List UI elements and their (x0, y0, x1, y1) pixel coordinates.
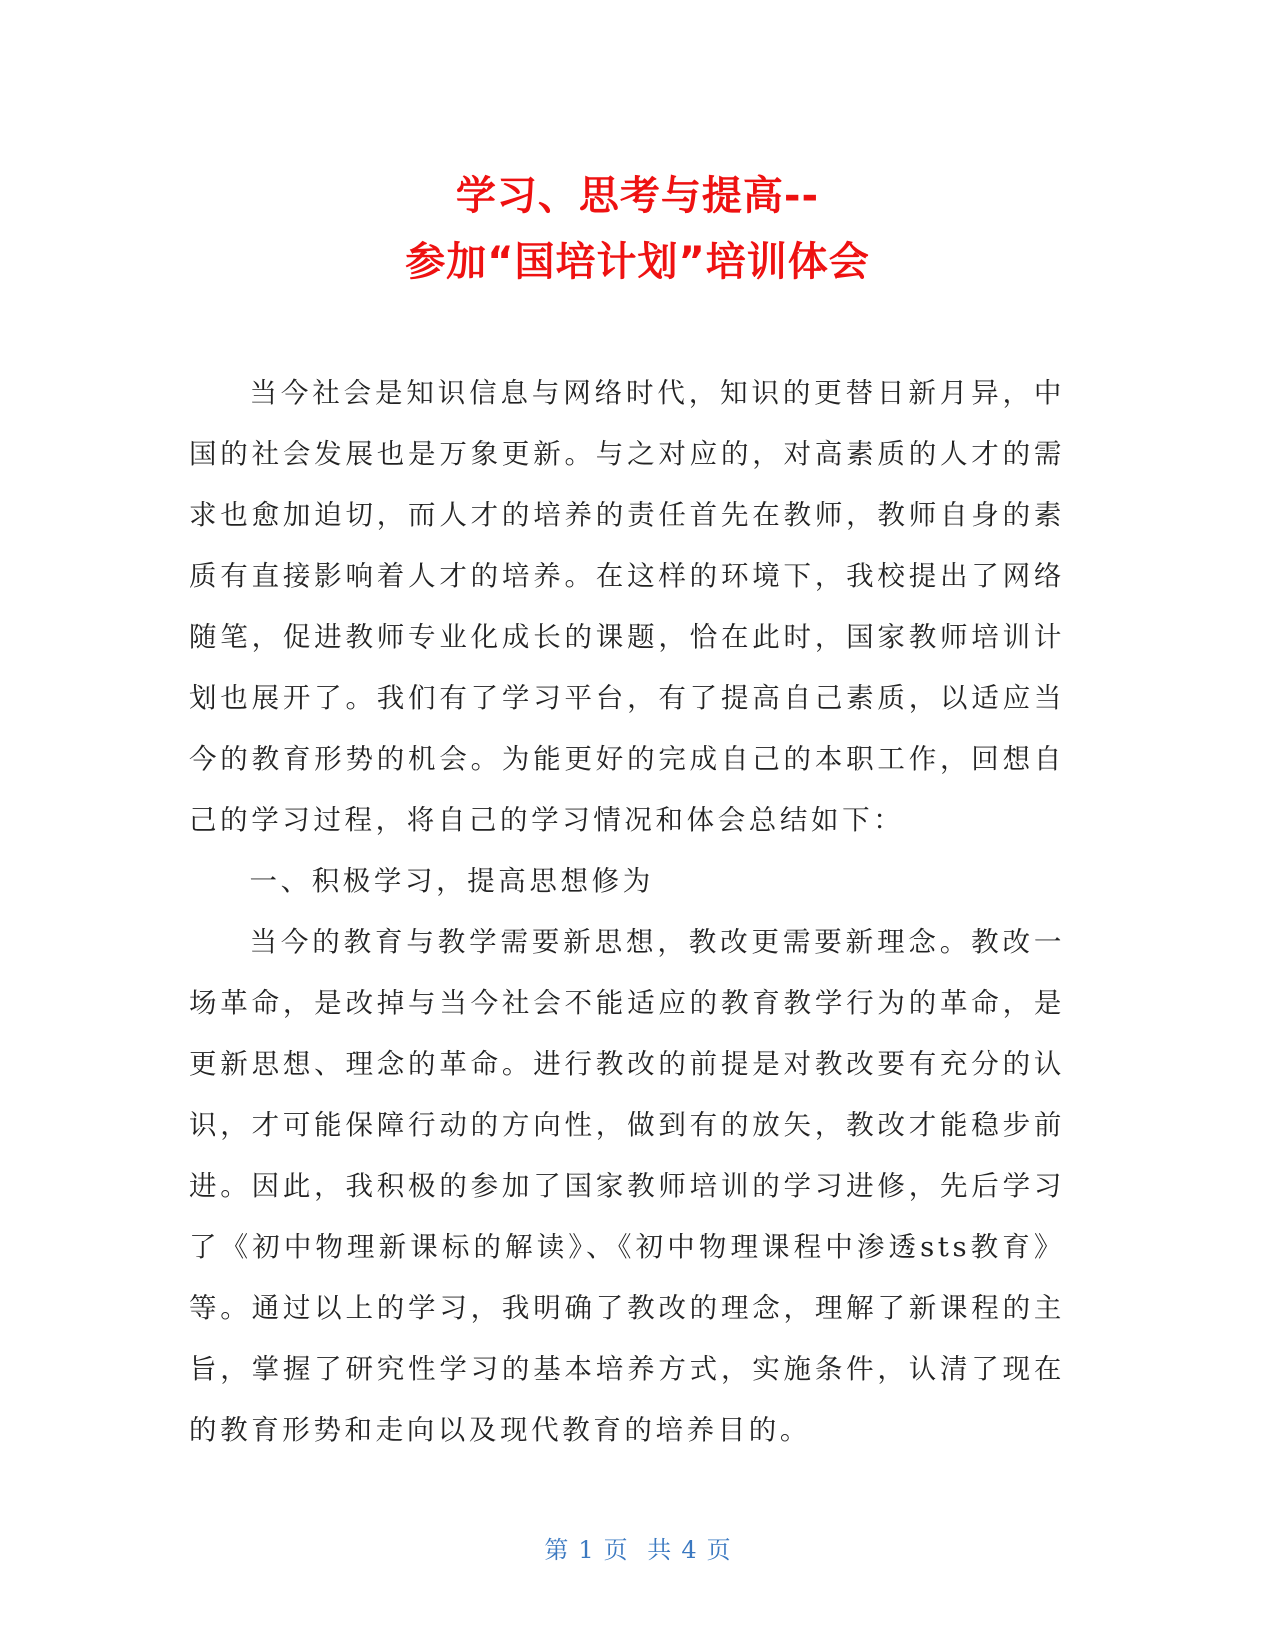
footer-current-page: 1 (578, 1536, 594, 1564)
page-footer (0, 1535, 1275, 1565)
document-title-line2: 参加“国培计划”培训体会 (405, 239, 870, 285)
footer-mid: 页 共 (603, 1536, 672, 1564)
document-title-line1: 学习、思考与提高-- (455, 173, 820, 219)
paragraph-intro: 当今社会是知识信息与网络时代，知识的更替日新月异，中国的社会发展也是万象更新。与之对应的，对高素质的人才的需求也愈加迫切，而人才的培养的责任首先在教师，教师自身的素质有直接影响着人才的培养。在这样的环境下，我校提出了网络随笔，促进教师专业化成长的课题，恰在此时，国家教师培训计划也展开了。我们有了学习平台，有了提高自己素质，以适应当今的教育形势的机会。为能更好的完成自己的本职工作，回想自己的学习过程，将自己的学习情况和体会总结如下： (189, 377, 1065, 836)
footer-prefix: 第 (544, 1536, 569, 1564)
footer-total-pages: 4 (681, 1536, 697, 1564)
document-body (189, 363, 1065, 1461)
footer-suffix: 页 (706, 1536, 731, 1564)
paragraph-section-1: 当今的教育与教学需要新思想，教改更需要新理念。教改一场革命，是改掉与当今社会不能适应的教育教学行为的革命，是更新思想、理念的革命。进行教改的前提是对教改要有充分的认识，才可能保障行动的方向性，做到有的放矢，教改才能稳步前进。因此，我积极的参加了国家教师培训的学习进修，先后学习了《初中物理新课标的解读》、《初中物理课程中渗透sts教育》等。通过以上的学习，我明确了教改的理念，理解了新课程的主旨，掌握了研究性学习的基本培养方式，实施条件，认清了现在的教育形势和走向以及现代教育的培养目的。 (189, 926, 1065, 1446)
section-heading: 一、积极学习，提高思想修为 (249, 865, 654, 897)
